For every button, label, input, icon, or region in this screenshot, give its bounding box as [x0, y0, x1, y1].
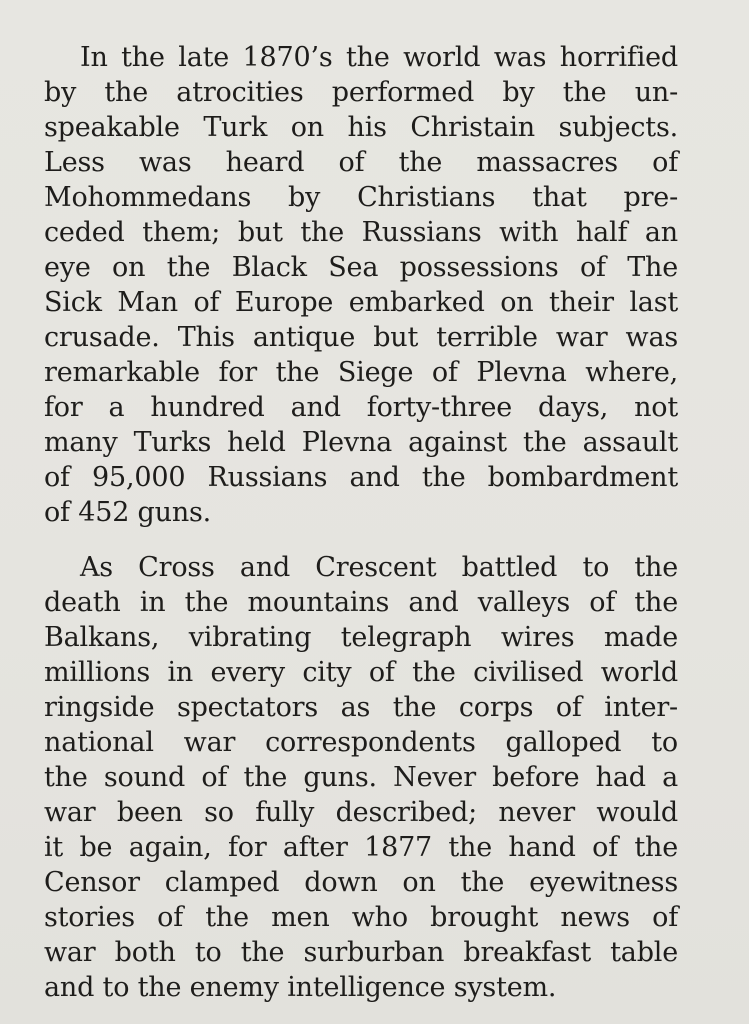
- text-line: speakable Turk on his Christain subjects.: [44, 112, 678, 143]
- text-line: the sound of the guns. Never before had a: [44, 762, 678, 793]
- text-line: Censor clamped down on the eyewitness: [44, 867, 678, 898]
- text-line: national war correspondents galloped to: [44, 727, 678, 758]
- text-line: eye on the Black Sea possessions of The: [44, 252, 678, 283]
- text-line: Less was heard of the massacres of: [44, 147, 678, 178]
- paragraph-1: [44, 40, 678, 530]
- text-line: war both to the surburban breakfast table: [44, 937, 678, 968]
- text-line: ceded them; but the Russians with half an: [44, 217, 678, 248]
- text-line: of 452 guns.: [44, 497, 212, 528]
- text-line: many Turks held Plevna against the assault: [44, 427, 678, 458]
- text-line: stories of the men who brought news of: [44, 902, 678, 933]
- text-line: As Cross and Crescent battled to the: [80, 552, 678, 583]
- text-line: for a hundred and forty-three days, not: [44, 392, 678, 423]
- text-line: by the atrocities performed by the un-: [44, 77, 678, 108]
- text-line: Balkans, vibrating telegraph wires made: [44, 622, 678, 653]
- text-line: ringside spectators as the corps of inter-: [44, 692, 678, 723]
- text-line: war been so fully described; never would: [44, 797, 678, 828]
- text-line: it be again, for after 1877 the hand of the: [44, 832, 678, 863]
- text-line: In the late 1870’s the world was horrified: [80, 42, 678, 73]
- text-line: millions in every city of the civilised world: [44, 657, 678, 688]
- text-line: crusade. This antique but terrible war was: [44, 322, 678, 353]
- text-line: Sick Man of Europe embarked on their last: [44, 287, 678, 318]
- text-line: Mohommedans by Christians that pre-: [44, 182, 678, 213]
- text-line: remarkable for the Siege of Plevna where,: [44, 357, 678, 388]
- text-line: death in the mountains and valleys of the: [44, 587, 678, 618]
- text-line: of 95,000 Russians and the bombardment: [44, 462, 678, 493]
- paragraph-2: [44, 550, 678, 1005]
- text-line: and to the enemy intelligence system.: [44, 972, 557, 1003]
